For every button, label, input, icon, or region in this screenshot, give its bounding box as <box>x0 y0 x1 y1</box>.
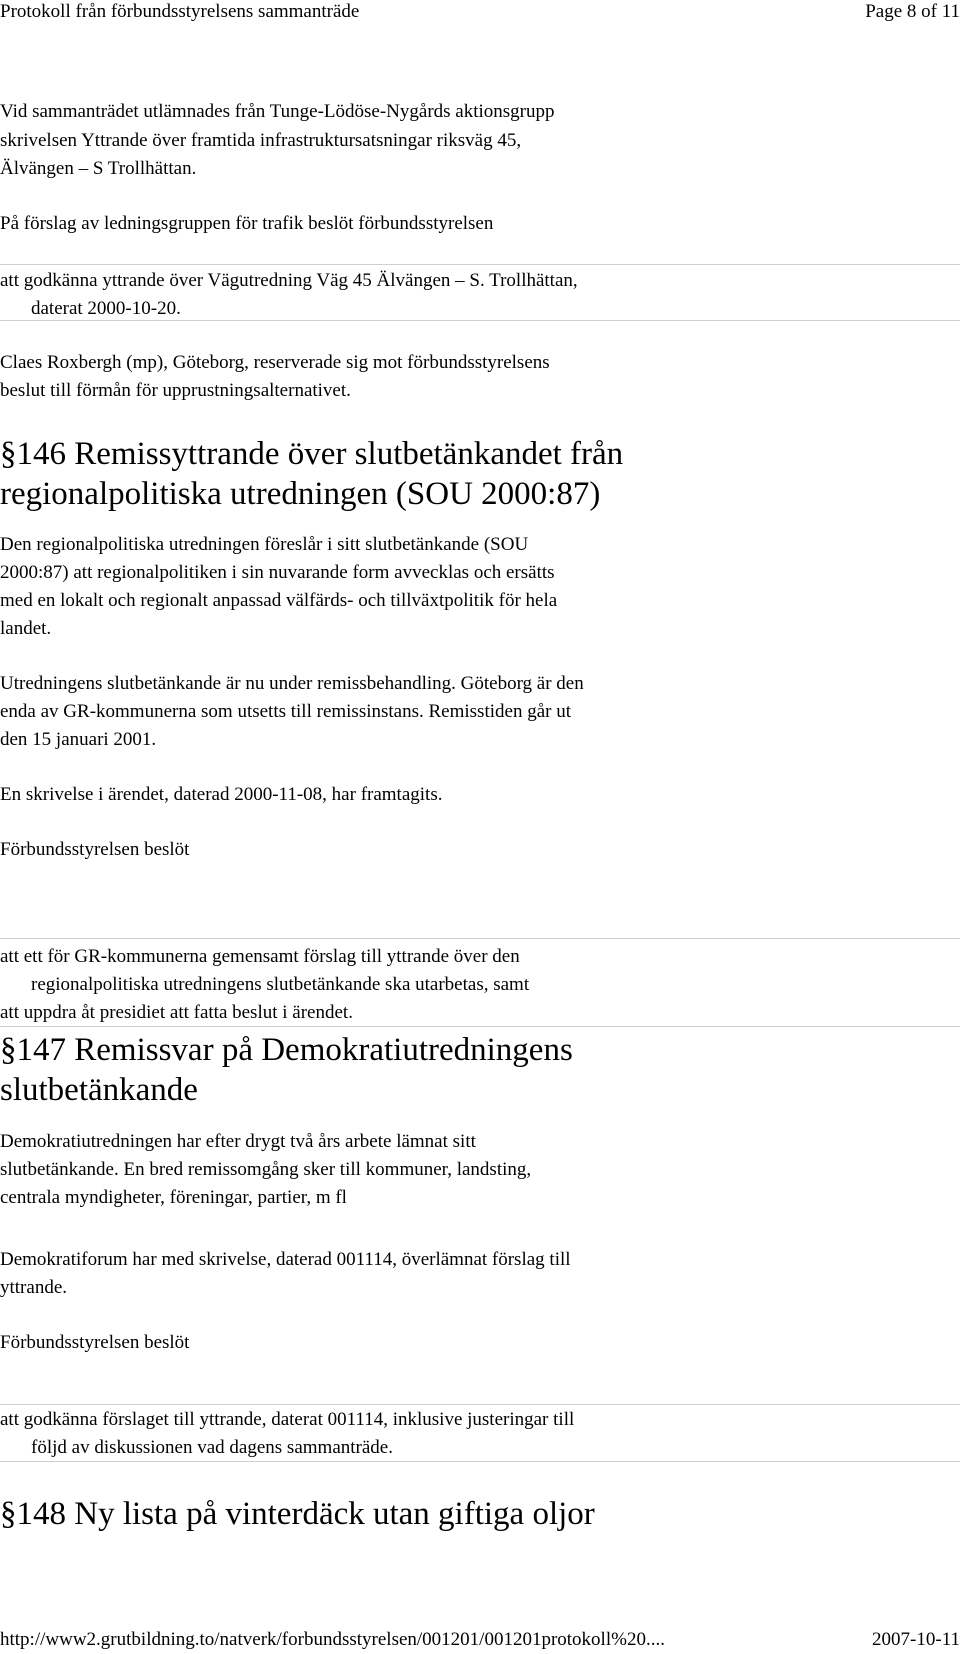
paragraph-line: skrivelsen Yttrande över framtida infrastruktursatsningar riksväg 45, <box>0 130 522 151</box>
paragraph-line: slutbetänkande. En bred remissomgång sker till kommuner, landsting, <box>0 1159 532 1180</box>
divider <box>0 264 960 265</box>
decision-line: att uppdra åt presidiet att fatta beslut i ärendet. <box>0 1002 353 1023</box>
page-footer <box>0 1628 960 1654</box>
paragraph-line: Vid sammanträdet utlämnades från Tunge-Lödöse-Nygårds aktionsgrupp <box>0 101 555 122</box>
section-heading: §147 Remissvar på Demokratiutredningens <box>0 1032 573 1068</box>
paragraph-line: Förbundsstyrelsen beslöt <box>0 1332 190 1353</box>
section-heading: §148 Ny lista på vinterdäck utan giftiga oljor <box>0 1496 595 1532</box>
page-header <box>0 0 960 26</box>
print-date: 2007-10-11 <box>872 1629 960 1650</box>
section-heading: slutbetänkande <box>0 1072 198 1108</box>
page-number: Page 8 of 11 <box>865 1 960 22</box>
paragraph-line: Den regionalpolitiska utredningen föreslår i sitt slutbetänkande (SOU <box>0 534 529 555</box>
paragraph-line: Claes Roxbergh (mp), Göteborg, reserverade sig mot förbundsstyrelsens <box>0 352 550 373</box>
paragraph-line: Älvängen – S Trollhättan. <box>0 158 197 179</box>
decision-line: att godkänna yttrande över Vägutredning Väg 45 Älvängen – S. Trollhättan, <box>0 270 578 291</box>
divider <box>0 320 960 321</box>
paragraph-line: centrala myndigheter, föreningar, partier, m fl <box>0 1187 347 1208</box>
paragraph-line: den 15 januari 2001. <box>0 729 157 750</box>
paragraph-line: landet. <box>0 618 52 639</box>
divider <box>0 1461 960 1462</box>
decision-line: daterat 2000-10-20. <box>31 298 181 319</box>
paragraph-line: På förslag av ledningsgruppen för trafik beslöt förbundsstyrelsen <box>0 213 494 234</box>
paragraph-line: Demokratiforum har med skrivelse, daterad 001114, överlämnat förslag till <box>0 1249 571 1270</box>
decision-line: att ett för GR-kommunerna gemensamt förslag till yttrande över den <box>0 946 520 967</box>
source-url: http://www2.grutbildning.to/natverk/forbundsstyrelsen/001201/001201protokoll%20.... <box>0 1629 665 1650</box>
paragraph-line: Demokratiutredningen har efter drygt två års arbete lämnat sitt <box>0 1131 476 1152</box>
section-heading: regionalpolitiska utredningen (SOU 2000:87) <box>0 476 601 512</box>
paragraph-line: Förbundsstyrelsen beslöt <box>0 839 190 860</box>
paragraph-line: 2000:87) att regionalpolitiken i sin nuvarande form avvecklas och ersätts <box>0 562 555 583</box>
divider <box>0 938 960 939</box>
paragraph-line: En skrivelse i ärendet, daterad 2000-11-08, har framtagits. <box>0 784 443 805</box>
section-heading: §146 Remissyttrande över slutbetänkandet från <box>0 436 624 472</box>
paragraph-line: Utredningens slutbetänkande är nu under remissbehandling. Göteborg är den <box>0 673 584 694</box>
decision-line: regionalpolitiska utredningens slutbetänkande ska utarbetas, samt <box>31 974 530 995</box>
decision-line: att godkänna förslaget till yttrande, daterat 001114, inklusive justeringar till <box>0 1409 575 1430</box>
paragraph-line: beslut till förmån för upprustningsalternativet. <box>0 380 351 401</box>
divider <box>0 1026 960 1027</box>
paragraph-line: enda av GR-kommunerna som utsetts till remissinstans. Remisstiden går ut <box>0 701 571 722</box>
paragraph-line: med en lokalt och regionalt anpassad välfärds- och tillväxtpolitik för hela <box>0 590 558 611</box>
decision-line: följd av diskussionen vad dagens sammanträde. <box>31 1437 393 1458</box>
paragraph-line: yttrande. <box>0 1277 68 1298</box>
document-title: Protokoll från förbundsstyrelsens sammanträde <box>0 1 360 22</box>
